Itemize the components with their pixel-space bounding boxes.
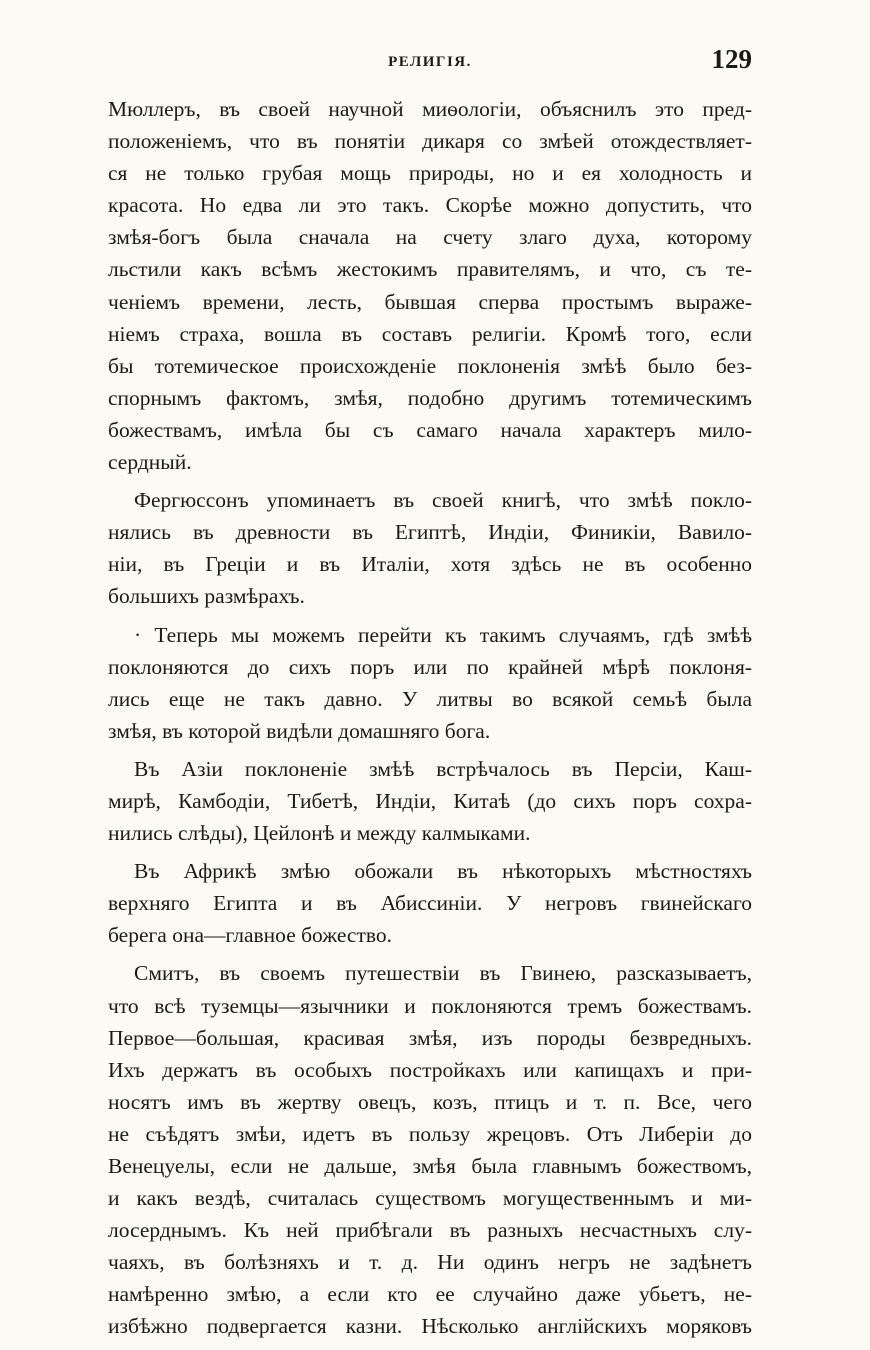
body-text	[108, 93, 752, 1343]
text-line: спорнымъ фактомъ, змѣя, подобно другимъ тотемическимъ	[108, 385, 752, 410]
text-line: льстили какъ всѣмъ жестокимъ правителямъ, и что, съ те-	[108, 257, 752, 282]
text-line: божествамъ, имѣла бы съ самаго начала характеръ мило-	[108, 417, 752, 442]
text-line: мирѣ, Камбодіи, Тибетѣ, Индіи, Китаѣ (до сихъ поръ сохра-	[108, 788, 752, 813]
text-line: Ихъ держатъ въ особыхъ постройкахъ или капищахъ и при-	[108, 1057, 752, 1082]
text-line: ченіемъ времени, лесть, бывшая сперва простымъ выраже-	[108, 289, 752, 314]
text-line: змѣя-богъ была сначала на счету злаго духа, которому	[108, 225, 752, 250]
text-line: · Теперь мы можемъ перейти къ такимъ случаямъ, гдѣ змѣѣ	[134, 622, 752, 647]
text-line: Въ Азіи поклоненіе змѣѣ встрѣчалось въ Персіи, Каш-	[134, 756, 752, 781]
text-line: большихъ размѣрахъ.	[108, 584, 305, 609]
text-line: лись еще не такъ давно. У литвы во всякой семьѣ была	[108, 686, 752, 711]
text-line: ніи, въ Греціи и въ Италіи, хотя здѣсь не въ особенно	[108, 552, 752, 577]
text-line: носятъ имъ въ жертву овецъ, козъ, птицъ и т. п. Все, чего	[108, 1089, 752, 1114]
text-line: Смитъ, въ своемъ путешествіи въ Гвинею, разсказываетъ,	[134, 961, 752, 986]
text-line: сердный.	[108, 450, 192, 475]
text-line: Мюллеръ, въ своей научной миѳологіи, объяснилъ это пред-	[108, 97, 752, 121]
text-line: красота. Но едва ли это такъ. Скорѣе можно допустить, что	[108, 193, 752, 218]
running-title: РЕЛИГІЯ.	[388, 54, 472, 70]
text-line: лосерднымъ. Къ ней прибѣгали въ разныхъ несчастныхъ слу-	[108, 1218, 752, 1243]
text-line: что всѣ туземцы—язычники и поклоняются тремъ божествамъ.	[108, 993, 752, 1018]
text-line: чаяхъ, въ болѣзняхъ и т. д. Ни одинъ негръ не задѣнетъ	[108, 1250, 752, 1275]
running-header	[108, 44, 752, 80]
text-line: Фергюссонъ упоминаетъ въ своей книгѣ, что змѣѣ покло-	[134, 488, 752, 513]
text-line: поклоняются до сихъ поръ или по крайней мѣрѣ поклоня-	[108, 654, 752, 679]
text-line: змѣя, въ которой видѣли домашняго бога.	[108, 718, 491, 743]
paragraph	[108, 619, 752, 747]
paragraph	[108, 957, 752, 1342]
text-line: Въ Африкѣ змѣю обожали въ нѣкоторыхъ мѣстностяхъ	[134, 859, 752, 884]
text-line: Первое—большая, красивая змѣя, изъ породы безвредныхъ.	[108, 1025, 752, 1050]
text-line: не съѣдятъ змѣи, идетъ въ пользу жрецовъ. Отъ Либеріи до	[108, 1121, 752, 1146]
paragraph	[108, 484, 752, 612]
text-line: ся не только грубая мощь природы, но и ея холодность и	[108, 161, 752, 186]
text-line: ніемъ страха, вошла въ составъ религіи. Кромѣ того, если	[108, 321, 752, 346]
text-line: бы тотемическое происхожденіе поклоненія змѣѣ было без-	[108, 353, 752, 378]
text-line: намѣренно змѣю, а если кто ее случайно даже убьетъ, не-	[108, 1282, 752, 1307]
text-line: положеніемъ, что въ понятіи дикаря со змѣей отождествляет-	[108, 129, 752, 154]
paragraph	[108, 93, 752, 478]
paragraph	[108, 753, 752, 849]
text-line: избѣжно подвергается казни. Нѣсколько англійскихъ моряковъ	[108, 1314, 752, 1339]
paragraph	[108, 855, 752, 951]
text-line: берега она—главное божество.	[108, 923, 392, 948]
text-line: и какъ вездѣ, считалась существомъ могущественнымъ и ми-	[108, 1186, 752, 1211]
text-line: нялись въ древности въ Египтѣ, Индіи, Финикіи, Вавило-	[108, 520, 752, 545]
page-number: 129	[711, 44, 752, 74]
text-line: нились слѣды), Цейлонѣ и между калмыками.	[108, 821, 531, 846]
text-line: Венецуелы, если не дальше, змѣя была главнымъ божествомъ,	[108, 1154, 752, 1178]
text-line: верхняго Египта и въ Абиссиніи. У негровъ гвинейскаго	[108, 891, 752, 916]
